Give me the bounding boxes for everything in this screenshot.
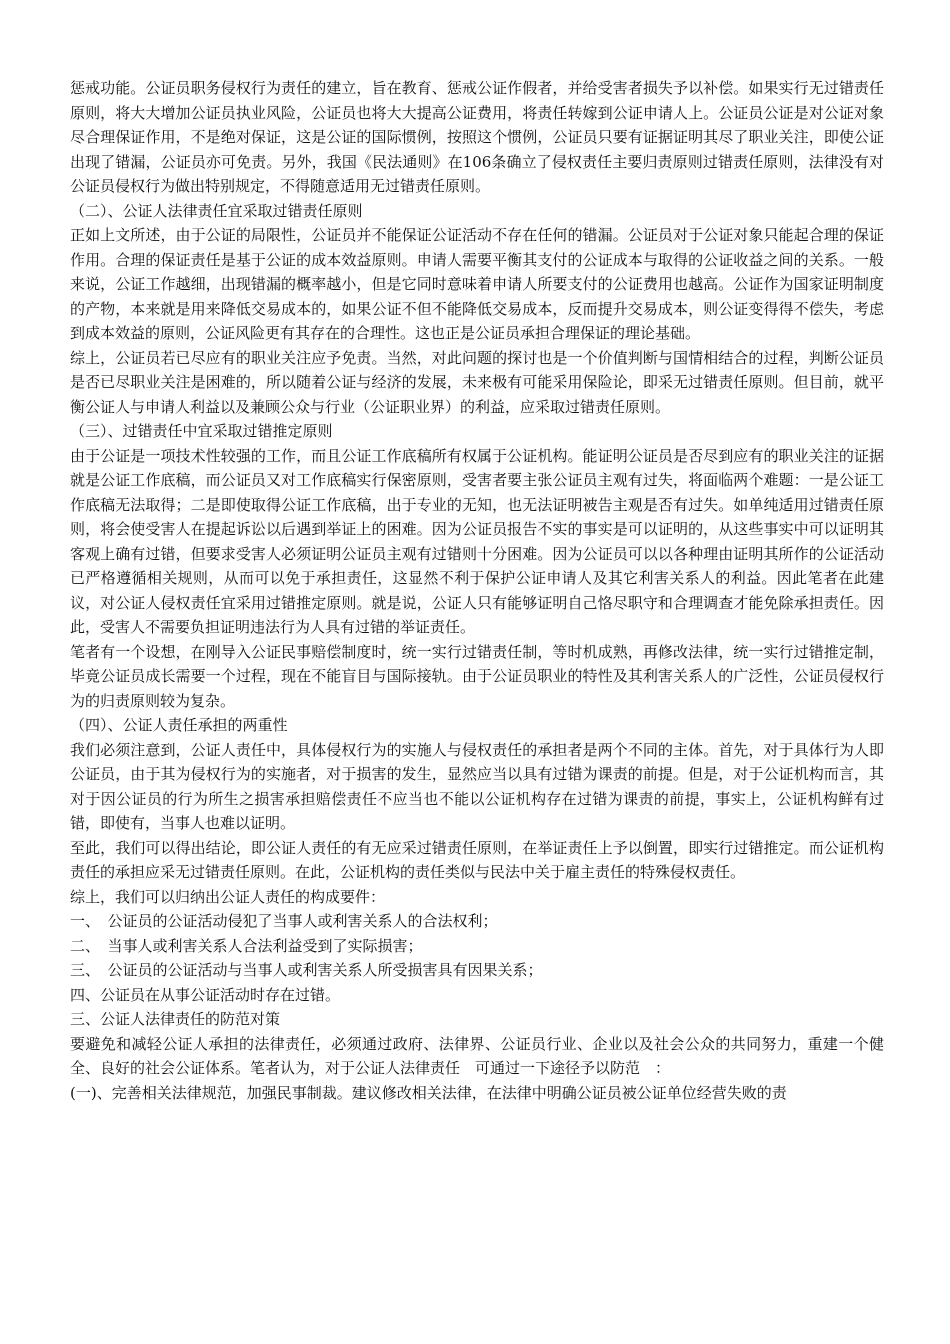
section-heading: （四）、公证人责任承担的两重性 (70, 716, 288, 734)
paragraph: 我们必须注意到，公证人责任中，具体侵权行为的实施人与侵权责任的承担者是两个不同的主体。首先，对于具体行为人即公证员，由于其为侵权行为的实施者，对于损害的发生，显然应当以具有过错为课责的前提。但是，对于公证机构而言，其对于因公证员的行为所生之损害承担赔偿责任不应当也不能以公证机构存在过错为课责的前提，事实上，公证机构鲜有过错，即使有，当事人也难以证明。 (70, 740, 884, 832)
paragraph: 至此，我们可以得出结论，即公证人责任的有无应采过错责任原则，在举证责任上予以倒置，即实行过错推定。而公证机构责任的承担应采无过错责任原则。在此，公证机构的责任类似与民法中关于雇主责任的特殊侵权责任。 (70, 838, 884, 881)
paragraph: 综上，我们可以归纳出公证人责任的构成要件： (70, 887, 386, 906)
section-heading: （二）、公证人法律责任宜采取过错责任原则 (70, 201, 363, 220)
list-item: 四、公证员在从事公证活动时存在过错。 (70, 985, 341, 1004)
list-item: 三、 公证员的公证活动与当事人或利害关系人所受损害具有因果关系； (70, 961, 543, 979)
paragraph: 由于公证是一项技术性较强的工作，而且公证工作底稿所有权属于公证机构。能证明公证员是否尽到应有的职业关注的证据就是公证工作底稿，而公证员又对工作底稿实行保密原则，受害者要主张公证员主观有过失，将面临两个难题：一是公证工作底稿无法取得；二是即使取得公证工作底稿，出于专业的无知，也无法证明被告主观是否有过失。如单纯适用过错责任原则，将会使受害人在提起诉讼以后遇到举证上的困难。因为公证员报告不实的事实是可以证明的，从这些事实中可以证明其客观上确有过错，但要求受害人必须证明公证员主观有过错则十分困难。因为公证员可以以各种理由证明其所作的公证活动已严格遵循相关规则，从而可以免于承担责任，这显然不利于保护公证申请人及其它利害关系人的利益。因此笔者在此建议，对公证人侵权责任宜采用过错推定原则。就是说，公证人只有能够证明自己恪尽职守和合理调查才能免除承担责任。因此，受害人不需要负担证明违法行为人具有过错的举证责任。 (70, 446, 884, 636)
paragraph: 正如上文所述，由于公证的局限性，公证员并不能保证公证活动不存在任何的错漏。公证员对于公证对象只能起合理的保证作用。合理的保证责任是基于公证的成本效益原则。申请人需要平衡其支付的公证成本与取得的公证收益之间的关系。一般来说，公证工作越细，出现错漏的概率越小，但是它同时意味着申请人所要支付的公证费用也越高。公证作为国家证明制度的产物，本来就是用来降低交易成本的，如果公证不但不能降低交易成本，反而提升交易成本，则公证变得得不偿失，考虑到成本效益的原则，公证风险更有其存在的合理性。这也正是公证员承担合理保证的理论基础。 (70, 226, 884, 342)
paragraph: 笔者有一个设想，在刚导入公证民事赔偿制度时，统一实行过错责任制，等时机成熟，再修改法律，统一实行过错推定制，毕竟公证员成长需要一个过程，现在不能盲目与国际接轨。由于公证员职业的特性及其利害关系人的广泛性，公证员侵权行为的归责原则较为复杂。 (70, 642, 884, 710)
document-body (70, 76, 884, 1105)
paragraph: 综上，公证员若已尽应有的职业关注应予免责。当然，对此问题的探讨也是一个价值判断与国情相结合的过程，判断公证员是否已尽职业关注是困难的，所以随着公证与经济的发展，未来极有可能采用保险论，即采无过错责任原则。但目前，就平衡公证人与申请人利益以及兼顾公众与行业（公证职业界）的利益，应采取过错责任原则。 (70, 348, 884, 416)
paragraph: 惩戒功能。公证员职务侵权行为责任的建立，旨在教育、惩戒公证作假者，并给受害者损失予以补偿。如果实行无过错责任原则，将大大增加公证员执业风险，公证员也将大大提高公证费用，将责任转嫁到公证申请人上。公证员公证是对公证对象尽合理保证作用，不是绝对保证，这是公证的国际惯例，按照这个惯例，公证员只要有证据证明其尽了职业关注，即使公证出现了错漏，公证员亦可免责。另外，我国《民法通则》在106条确立了侵权责任主要归责原则过错责任原则，法律没有对公证员侵权行为做出特别规定，不得随意适用无过错责任原则。 (70, 79, 884, 195)
paragraph: (一)、完善相关法律规范，加强民事制裁。建议修改相关法律，在法律中明确公证员被公证单位经营失败的责 (70, 1083, 787, 1102)
paragraph: 要避免和减轻公证人承担的法律责任，必须通过政府、法律界、公证员行业、企业以及社会公众的共同努力，重建一个健全、良好的社会公证体系。笔者认为，对于公证人法律责任 可通过一下途径予以防范 ： (70, 1034, 884, 1077)
section-heading: 三、公证人法律责任的防范对策 (70, 1010, 281, 1028)
section-heading: （三）、过错责任中宜采取过错推定原则 (70, 422, 333, 440)
list-item: 二、 当事人或利害关系人合法利益受到了实际损害； (70, 936, 423, 955)
list-item: 一、 公证员的公证活动侵犯了当事人或利害关系人的合法权利； (70, 912, 498, 930)
